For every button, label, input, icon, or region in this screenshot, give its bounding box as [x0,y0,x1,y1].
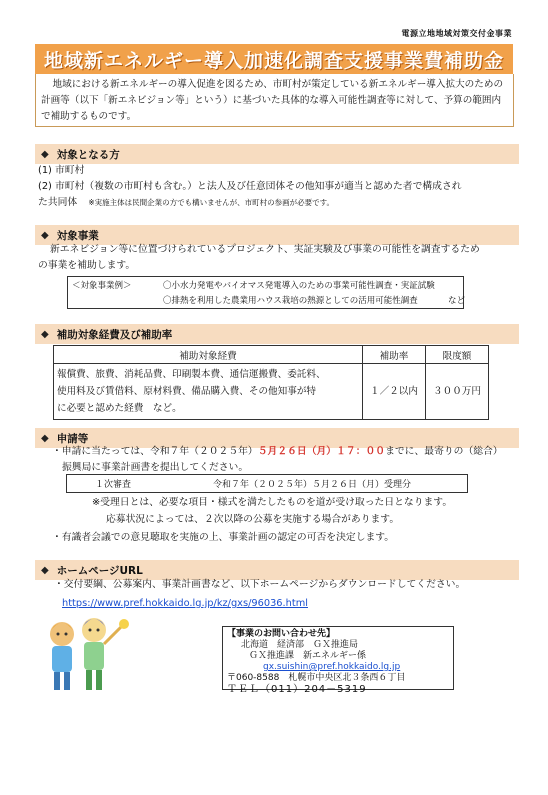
header-tag: 電源立地地域対策交付金事業 [401,29,512,38]
application-note-1: ※受理日とは、必要な項目・様式を満たしたものを道が受け取った日となります。 [92,497,453,508]
eligible-line-2: (2) 市町村（複数の市町村も含む。）と法人及び任意団体その他知事が適当と認めた者で構成され [38,181,462,192]
col-header-limit: 限度額 [426,346,489,364]
col-header-rate: 補助率 [363,346,426,364]
title-banner [35,44,513,74]
eligible-note: ※実施主体は民間企業の方でも構いませんが、市町村の参画が必要です。 [88,198,334,207]
eligible-line-3 [38,195,334,211]
expense-table [53,345,489,420]
diamond-icon: ◆ [41,432,49,444]
section-heading: 対象事業 [56,229,99,242]
section-heading: ホームページURL [56,564,143,577]
expense-cell [54,364,363,420]
mascot-head-right [82,618,106,642]
contact-title: 【事業のお問い合わせ先】 [227,629,336,639]
eligible-line-1: (1) 市町村 [38,165,85,176]
section-heading: 対象となる方 [56,148,120,161]
diamond-icon: ◆ [41,148,49,160]
rate-cell: １／２以内 [363,364,426,420]
table-header-row [54,346,489,364]
example-item-1: 〇小水力発電やバイオマス発電導入のための事業可能性調査・実証試験 [163,281,435,291]
application-line-1b: までに、最寄りの（総合） [385,446,503,457]
intro-box [35,74,514,127]
deadline: ５月２６日（月）１７：００ [257,446,386,457]
intro-line-2: 計画等（以下「新エネビジョン等」という）に基づいた具体的な導入可能性調査等に対して、予算の範囲内 [41,95,502,106]
sun-icon [119,619,129,629]
expense-line-2: 使用料及び賃借料、原材料費、備品購入費、その他知事が特 [57,386,317,397]
contact-address: 〒060-8588 札幌市中央区北３条西６丁目 [227,673,406,683]
bullet: ・ [52,446,62,457]
mascot-body-left [52,646,72,672]
eligible-line-3-text: た共同体 [38,197,78,208]
application-line-2: 振興局に事業計画書を提出してください。 [62,462,249,473]
application-note-2: 応募状況によっては、２次以降の公募を実施する場合があります。 [106,514,400,525]
intro-line-1: 地域における新エネルギーの導入促進を図るため、市町村が策定している新エネルギー導入拡大のための [52,79,504,90]
business-line-2: の事業を補助します。 [38,260,136,271]
contact-box [222,626,454,695]
example-item-2: 〇排熱を利用した農業用ハウス栽培の熱源としての活用可能性調査 [163,296,418,306]
review-box [66,474,468,493]
contact-email-link[interactable]: gx.suishin@pref.hokkaido.lg.jp [263,662,401,672]
intro-line-3: で補助するものです。 [41,111,137,122]
diamond-icon: ◆ [41,564,49,576]
section-eligible-header [35,144,519,164]
application-line-1a: 申請に当たっては、令和７年（２０２５年） [61,446,258,457]
mascot-body-right [84,642,104,670]
example-etc: など [448,296,466,306]
limit-cell: ３００万円 [426,364,489,420]
mascot-head-left [50,622,74,646]
expense-line-3: に必要と認めた経費 など。 [57,403,182,414]
application-line-3: ・有識者会議での意見聴取を実施の上、事業計画の認定の可否を決定します。 [52,532,395,543]
col-header-expense: 補助対象経費 [54,346,363,364]
section-heading: 補助対象経費及び補助率 [56,328,173,341]
review-label: １次審査 [95,480,132,490]
application-line-1 [52,444,503,460]
section-heading: 申請等 [56,432,89,445]
mascot-illustration [42,612,130,694]
example-box [67,276,464,309]
expense-line-1: 報償費、旅費、消耗品費、印刷製本費、通信運搬費、委託料、 [57,369,326,380]
homepage-link[interactable]: https://www.pref.hokkaido.lg.jp/kz/gxs/96036.html [62,598,308,609]
table-row [54,364,489,420]
contact-tel: ＴＥＬ（011）204－5319 [227,684,367,695]
review-value: 令和７年（２０２５年）５月２６日（月）受理分 [213,480,412,490]
business-line-1: 新エネビジョン等に位置づけられているプロジェクト、実証実験及び事業の可能性を調査するため [50,244,480,255]
example-label: ＜対象事業例＞ [72,281,132,291]
diamond-icon: ◆ [41,229,49,241]
diamond-icon: ◆ [41,328,49,340]
contact-org-1: 北海道 経済部 ＧＸ推進局 [241,640,359,650]
contact-org-2: ＧＸ推進課 新エネルギー係 [249,651,367,661]
page-title: 地域新エネルギー導入加速化調査支援事業費補助金 [43,49,504,72]
section-expense-header [35,324,519,344]
url-line-1: ・交付要綱、公募案内、事業計画書など、以下ホームページからダウンロードしてください。 [54,579,466,590]
